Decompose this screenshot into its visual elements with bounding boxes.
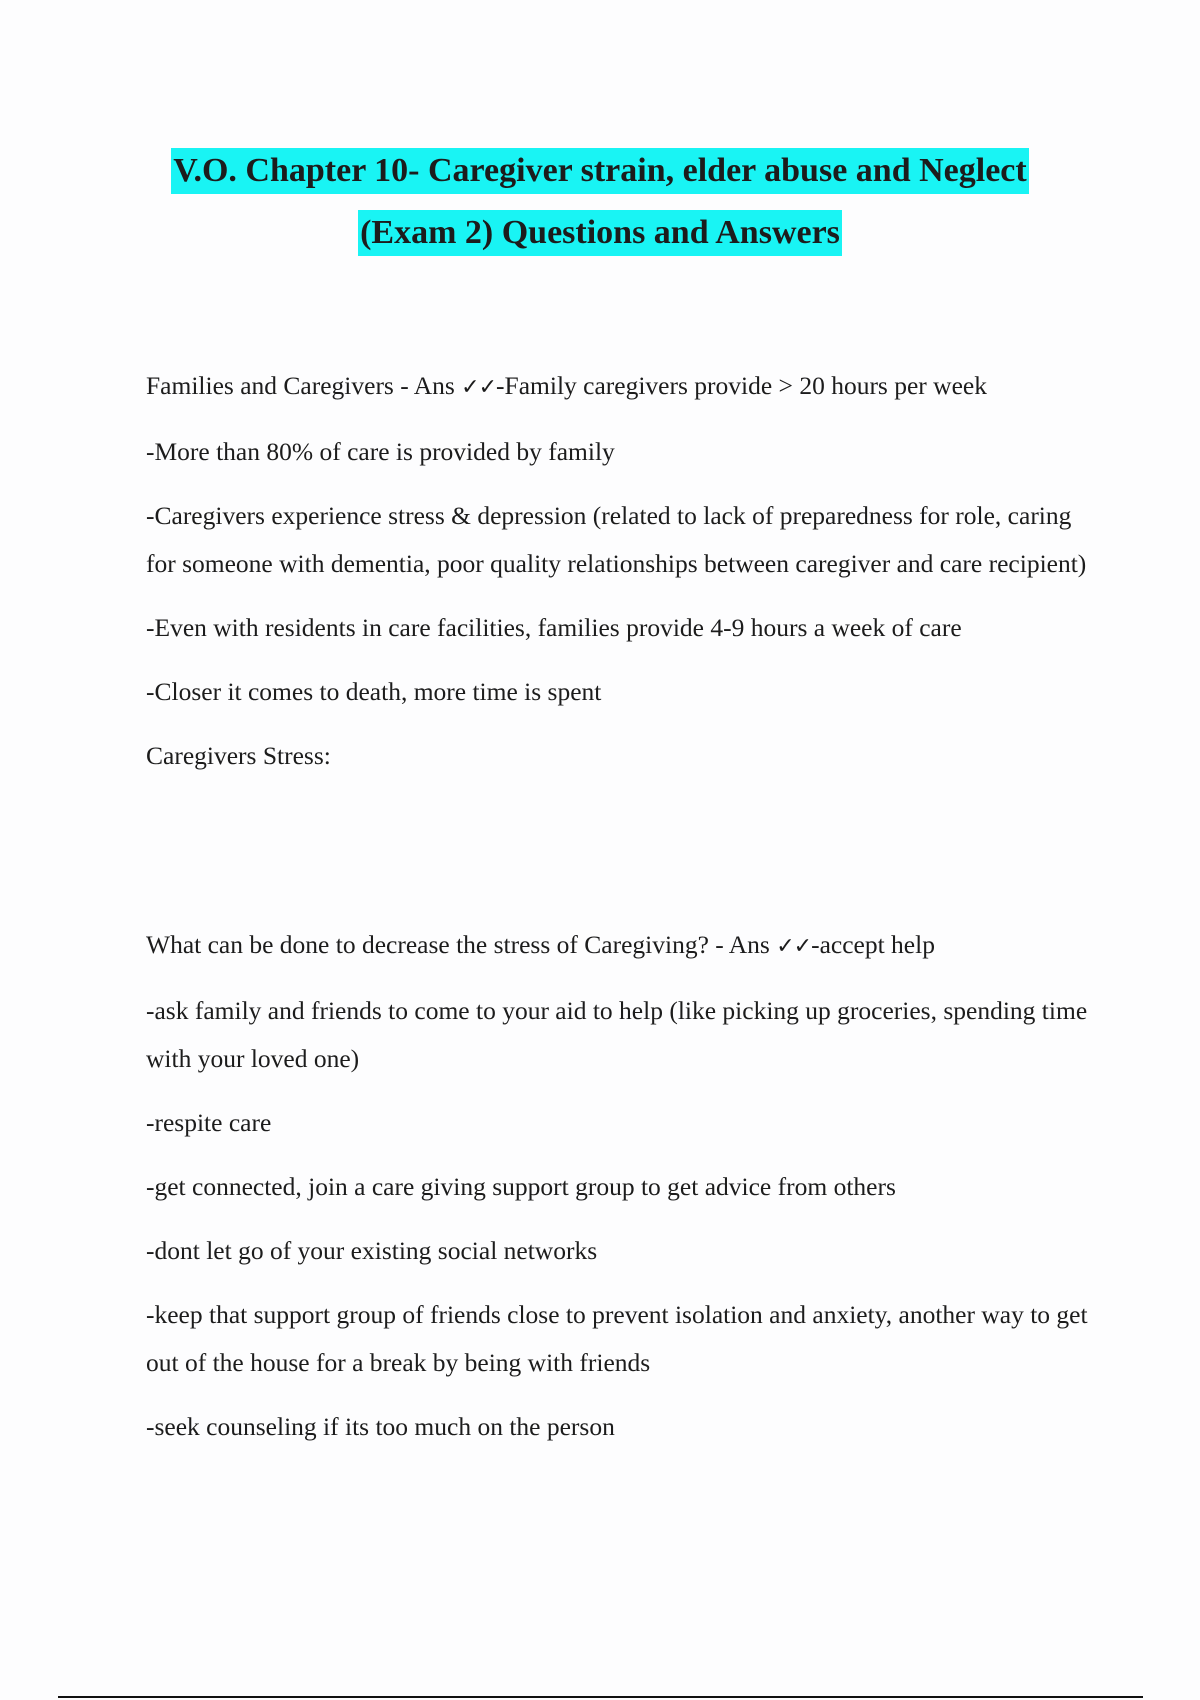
answer-line: -ask family and friends to come to your aid to help (like picking up groceries, spending time with your loved one) <box>146 996 1088 1073</box>
qa-block-decrease-stress <box>146 921 1106 1467</box>
question-text: What can be done to decrease the stress of Caregiving? - Ans <box>146 930 777 959</box>
answer-line: -keep that support group of friends close to prevent isolation and anxiety, another way to get out of the house for a break by being with friends <box>146 1300 1088 1377</box>
answer-line: -respite care <box>146 1108 272 1137</box>
answer-line: -More than 80% of care is provided by family <box>146 437 615 466</box>
answer-text: -Family caregivers provide > 20 hours per week <box>496 371 987 400</box>
title-line-1: V.O. Chapter 10- Caregiver strain, elder abuse and Neglect <box>171 148 1028 194</box>
double-check-icon: ✓✓ <box>461 375 497 400</box>
answer-line: -Caregivers experience stress & depression (related to lack of preparedness for role, caring for someone with dementia, poor quality relationships between caregiver and care recipient) <box>146 501 1087 578</box>
title-line-2: (Exam 2) Questions and Answers <box>358 210 842 256</box>
qa-block-families-caregivers <box>146 362 1106 796</box>
answer-line: -dont let go of your existing social networks <box>146 1236 598 1265</box>
qa-question-line <box>146 921 1106 971</box>
double-check-icon: ✓✓ <box>776 934 812 959</box>
answer-line: Caregivers Stress: <box>146 741 331 770</box>
document-title <box>0 140 1200 264</box>
answer-line: -seek counseling if its too much on the person <box>146 1412 615 1441</box>
qa-question-line <box>146 362 1106 412</box>
answer-text: -accept help <box>811 930 935 959</box>
footer-divider <box>58 1696 1143 1698</box>
answer-line: -get connected, join a care giving support group to get advice from others <box>146 1172 896 1201</box>
answer-line: -Even with residents in care facilities, families provide 4-9 hours a week of care <box>146 613 962 642</box>
question-text: Families and Caregivers - Ans <box>146 371 462 400</box>
answer-line: -Closer it comes to death, more time is spent <box>146 677 602 706</box>
